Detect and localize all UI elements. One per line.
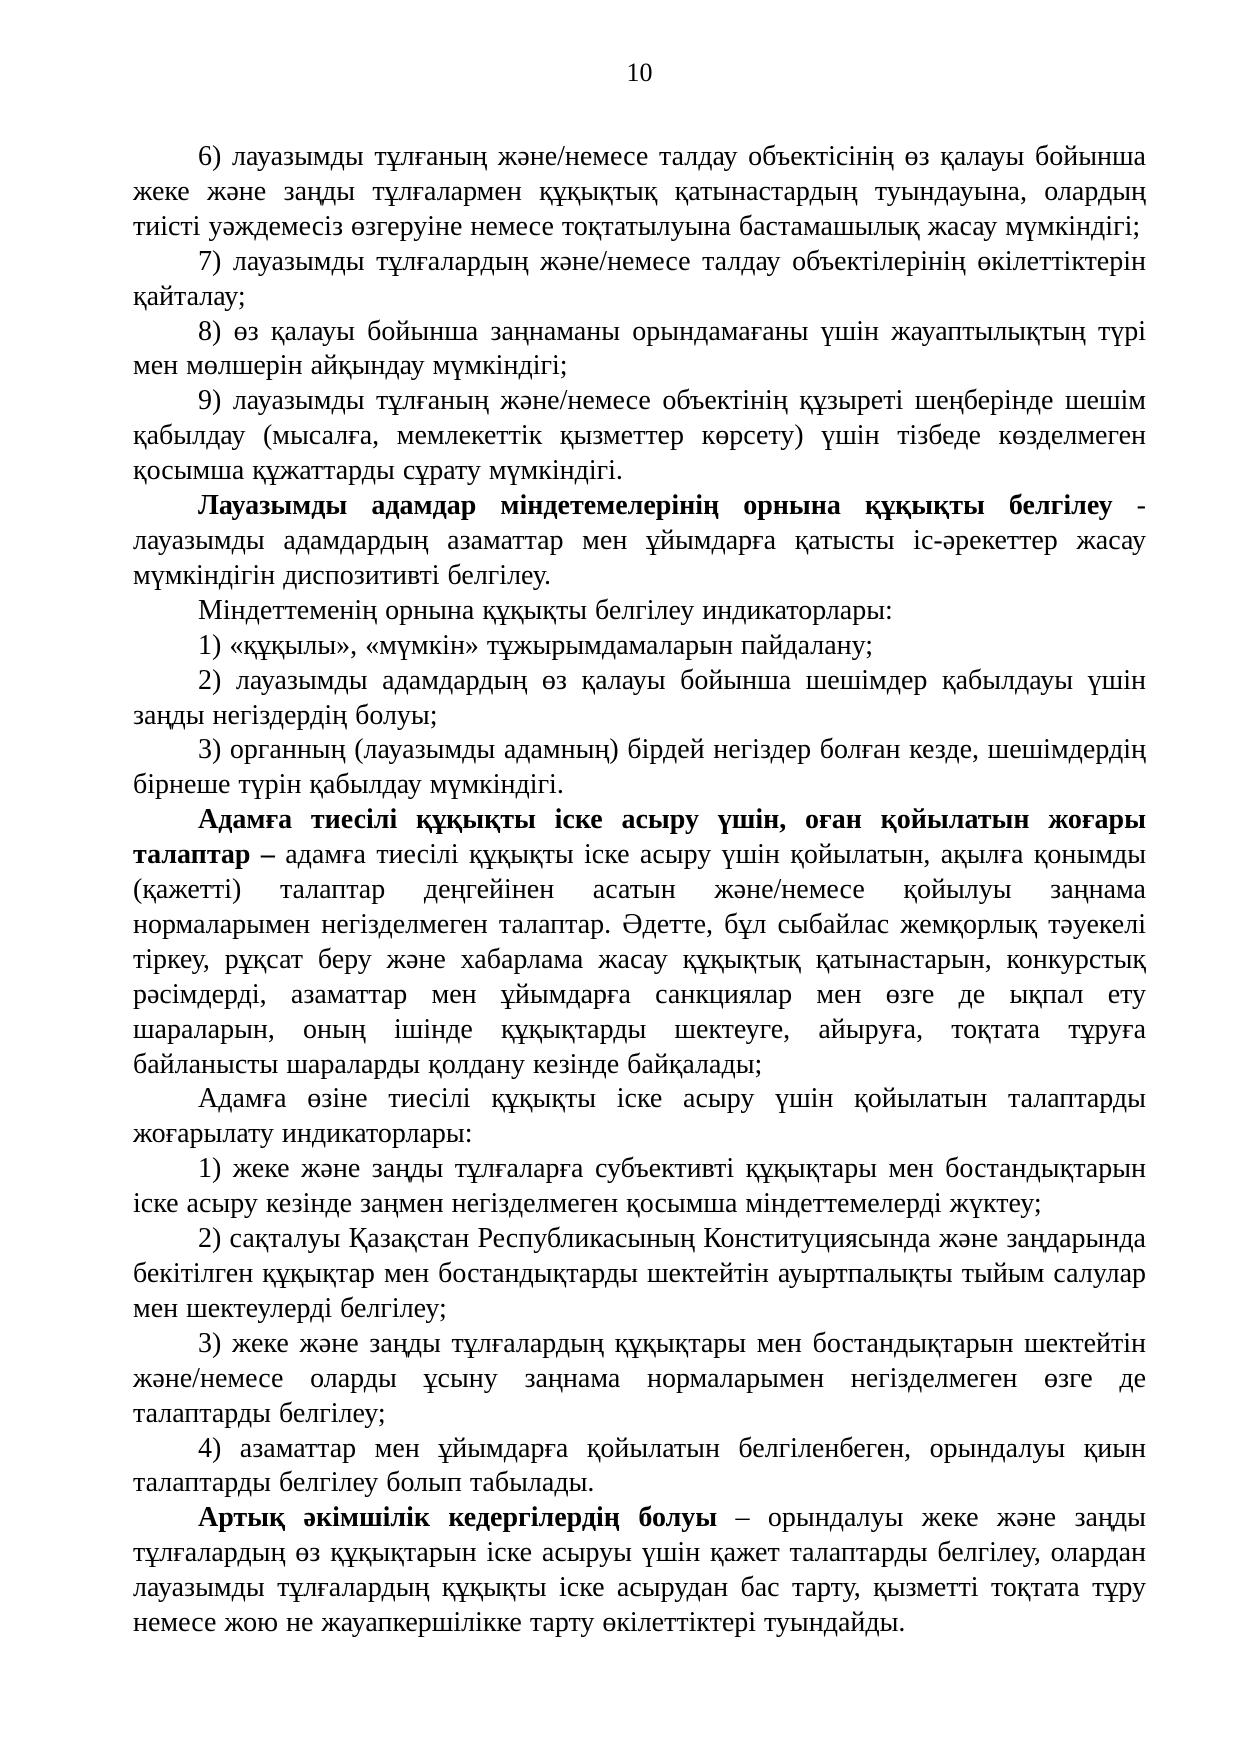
paragraph-text: адамға тиесілі құқықты іске асыру үшін қойылатын, ақылға қонымды (қажетті) талаптар деңгейінен асатын және/немесе қойылуы заңнама нормаларымен негізделмеген талаптар. Әдетте, бұл сыбайлас жемқорлық тәуекелі тіркеу, рұқсат беру және хабарлама жасау құқықтық қатынастарын, конкурстық рәсімдерді, азаматтар мен ұйымдарға санкциялар мен өзге де ықпал ету шараларын, оның ішінде құқықтарды шектеуге, айыруға, тоқтата тұруға байланысты шараларды қолдану кезінде байқалады;	[133, 839, 1147, 1080]
paragraph-text: Міндеттеменің орнына құқықты белгілеу индикаторлары:	[198, 594, 893, 626]
paragraph	[133, 1432, 1146, 1502]
paragraph	[133, 664, 1146, 734]
document-body	[133, 140, 1146, 1641]
paragraph-text: - лауазымды адамдардың азаматтар мен ұйымдарға қатысты іс-әрекеттер жасау мүмкіндігін диспозитивті белгілеу.	[133, 490, 1146, 591]
paragraph	[133, 629, 1146, 664]
page-number: 10	[626, 58, 653, 87]
paragraph	[133, 1152, 1146, 1222]
paragraph-text: 3) жеке және заңды тұлғалардың құқықтары мен бостандықтарын шектейтін және/немесе оларды ұсыну заңнама нормаларымен негізделмеген өзге де талаптарды белгілеу;	[133, 1327, 1146, 1429]
paragraph	[133, 733, 1146, 803]
paragraph-text: 3) органның (лауазымды адамның) бірдей негіздер болған кезде, шешімдердің бірнеше түрін қабылдау мүмкіндігі.	[133, 734, 1146, 801]
paragraph-bold-lead: Лауазымды адамдар міндетемелерінің орнына құқықты белгілеу	[198, 490, 1113, 522]
paragraph	[133, 1222, 1146, 1327]
paragraph	[133, 140, 1146, 245]
paragraph	[133, 594, 1146, 629]
paragraph-text: – орындалуы жеке және заңды тұлғалардың өз құқықтарын іске асыруы үшін қажет талаптарды белгілеу, олардан лауазымды тұлғалардың құқықты іске асырудан бас тарту, қызметті тоқтата тұру немесе жою не жауапкершілікке тарту өкілеттіктері туындайды.	[133, 1502, 1146, 1639]
paragraph	[133, 245, 1146, 315]
paragraph-text: Адамға өзіне тиесілі құқықты іске асыру үшін қойылатын талаптарды жоғарылату индикаторлары:	[133, 1083, 1146, 1150]
paragraph-text: 9) лауазымды тұлғаның және/немесе объектінің құзыреті шеңберінде шешім қабылдау (мысалға, мемлекеттік қызметтер көрсету) үшін тізбеде көзделмеген қосымша құжаттарды сұрату мүмкіндігі.	[133, 385, 1146, 487]
paragraph-text: 8) өз қалауы бойынша заңнаманы орындамағаны үшін жауаптылықтың түрі мен мөлшерін айқындау мүмкіндігі;	[133, 315, 1146, 382]
paragraph-text: 1) жеке және заңды тұлғаларға субъективті құқықтары мен бостандықтарын іске асыру кезінде заңмен негізделмеген қосымша міндеттемелерді жүктеу;	[133, 1153, 1146, 1220]
paragraph	[133, 1082, 1146, 1152]
paragraph-text: 4) азаматтар мен ұйымдарға қойылатын белгіленбеген, орындалуы қиын талаптарды белгілеу болып табылады.	[133, 1432, 1146, 1499]
paragraph-text: 7) лауазымды тұлғалардың және/немесе талдау объектілерінің өкілеттіктерін қайталау;	[133, 245, 1146, 312]
paragraph-bold-lead: Артық әкімшілік кедергілердің болуы	[198, 1502, 718, 1534]
paragraph	[133, 1501, 1146, 1641]
paragraph	[133, 315, 1146, 385]
paragraph-bold-lead: Адамға тиесілі құқықты іске асыру үшін, оған қойылатын жоғары талаптар –	[133, 804, 1146, 871]
paragraph-text: 2) сақталуы Қазақстан Республикасының Конституциясында және заңдарында бекітілген құқықтар мен бостандықтарды шектейтін ауыртпалықты тыйым салулар мен шектеулерді белгілеу;	[133, 1223, 1146, 1324]
paragraph	[133, 384, 1146, 489]
paragraph	[133, 803, 1146, 1082]
paragraph-text: 1) «құқылы», «мүмкін» тұжырымдамаларын пайдалану;	[198, 629, 874, 661]
paragraph	[133, 489, 1146, 594]
paragraph-text: 6) лауазымды тұлғаның және/немесе талдау объектісінің өз қалауы бойынша жеке және заңды тұлғалармен құқықтық қатынастардың туындауына, олардың тиісті уәждемесіз өзгеруіне немесе тоқтатылуына бастамашылық жасау мүмкіндігі;	[133, 141, 1146, 242]
paragraph-text: 2) лауазымды адамдардың өз қалауы бойынша шешімдер қабылдауы үшін заңды негіздердің болуы;	[133, 664, 1146, 731]
paragraph	[133, 1327, 1146, 1432]
